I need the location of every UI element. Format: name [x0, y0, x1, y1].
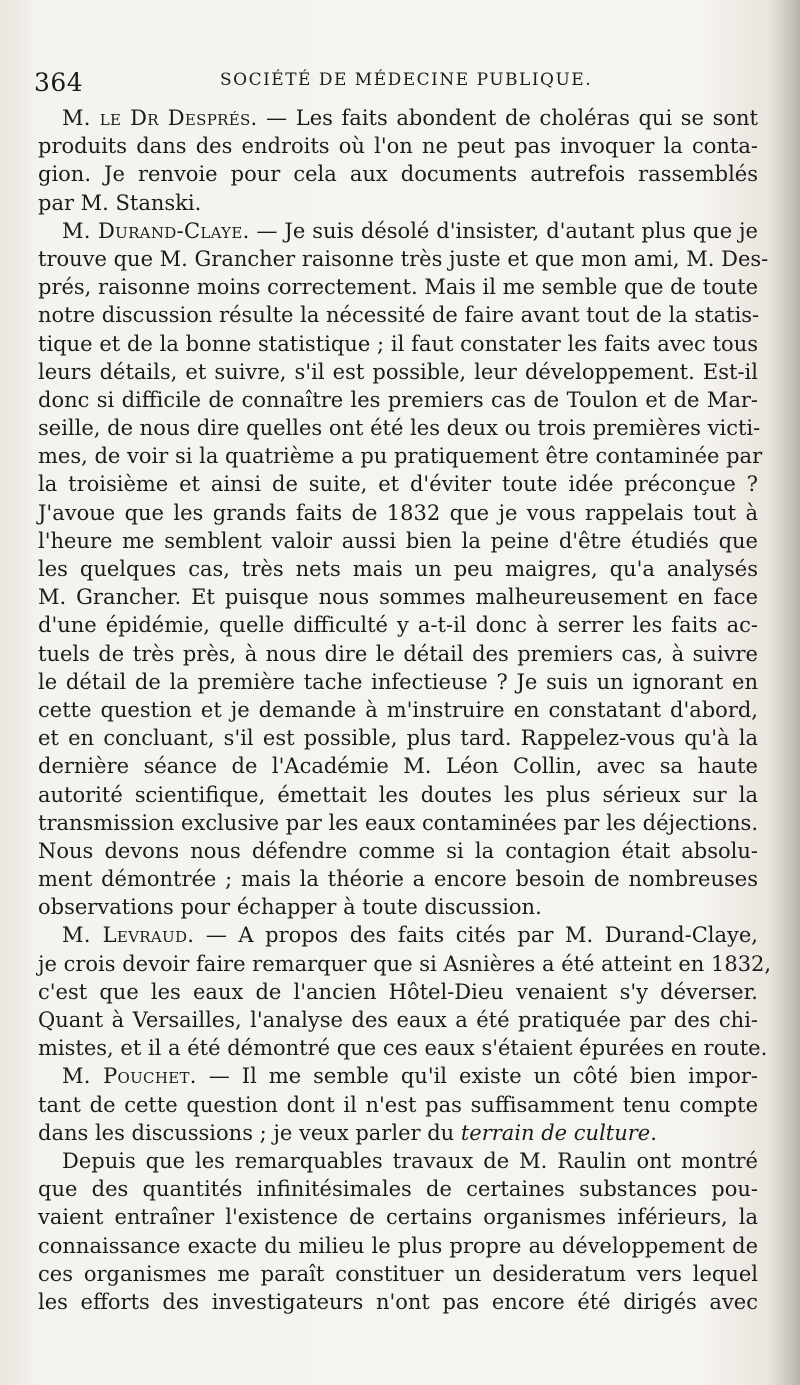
text-segment: le détail de la première tache infectieuse ? Je suis un ignorant en	[38, 669, 758, 694]
text-line	[38, 273, 758, 301]
text-segment: donc si difficile de connaître les premiers cas de Toulon et de Mar-	[38, 387, 758, 412]
text-segment: par M. Stanski.	[38, 190, 202, 215]
text-line	[38, 301, 758, 329]
text-segment: d'une épidémie, quelle difficulté y a-t-il donc à serrer les faits ac-	[38, 613, 758, 638]
text-line	[38, 386, 758, 414]
text-line	[38, 865, 758, 893]
text-line	[38, 950, 772, 978]
text-segment: cette question et je demande à m'instruire en constatant d'abord,	[38, 697, 758, 722]
text-line	[38, 470, 758, 498]
text-line	[38, 1034, 768, 1062]
text-segment: leurs détails, et suivre, s'il est possible, leur développement. Est-il	[38, 359, 758, 384]
text-line	[38, 414, 761, 442]
text-line	[38, 330, 758, 358]
text-segment: mistes, et il a été démontré que ces eaux s'étaient épurées en route.	[38, 1036, 768, 1061]
text-segment: — A propos des faits cités par M. Durand-Claye,	[194, 923, 758, 948]
body-text	[38, 104, 772, 1316]
text-line	[38, 781, 758, 809]
text-segment: connaissance exacte du milieu le plus propre au développement de	[38, 1233, 758, 1258]
text-line	[38, 1203, 758, 1231]
text-segment: dans les discussions ; je veux parler du	[38, 1120, 461, 1145]
text-line	[38, 245, 769, 273]
text-segment: Depuis que les remarquables travaux de M. Raulin ont montré	[62, 1148, 758, 1173]
text-line	[38, 442, 763, 470]
text-line	[38, 921, 758, 949]
text-segment: produits dans des endroits où l'on ne peut pas invoquer la conta-	[38, 134, 758, 159]
text-segment: gion. Je renvoie pour cela aux documents autrefois rassemblés	[38, 162, 758, 187]
text-segment: Nous devons nous défendre comme si la contagion était absolu-	[38, 838, 758, 863]
text-line	[38, 104, 758, 132]
text-segment: M. Grancher. Et puisque nous sommes malheureusement en face	[38, 585, 758, 610]
text-segment: Quant à Versailles, l'analyse des eaux a été pratiquée par des chi-	[38, 1008, 758, 1032]
text-line	[38, 132, 758, 160]
speaker-name: M. le Dr Després.	[62, 106, 258, 130]
text-segment: prés, raisonne moins correctement. Mais il me semble que de toute	[38, 275, 759, 300]
italic-phrase: terrain de culture	[460, 1120, 651, 1145]
text-line	[38, 1062, 758, 1090]
text-segment: mes, de voir si la quatrième a pu pratiquement être contaminée par	[38, 444, 763, 469]
text-line	[38, 696, 758, 724]
text-line	[38, 837, 758, 865]
text-segment: trouve que M. Grancher raisonne très juste et que mon ami, M. Des-	[38, 246, 769, 271]
text-segment: notre discussion résulte la nécessité de faire avant tout de la statis-	[38, 303, 760, 328]
text-segment: ment démontrée ; mais la théorie a encore besoin de nombreuses	[38, 867, 758, 892]
text-segment: transmission exclusive par les eaux contaminées par les déjections.	[38, 810, 759, 835]
speaker-name: M. Pouchet.	[62, 1064, 197, 1089]
text-segment: ces organismes me paraît constituer un desideratum vers lequel	[38, 1261, 758, 1286]
text-line	[38, 1006, 758, 1034]
speaker-name: M. Durand-Claye.	[62, 218, 250, 243]
text-segment: vaient entraîner l'existence de certains organismes inférieurs, la	[38, 1205, 758, 1230]
text-line	[38, 527, 758, 555]
text-line	[38, 1147, 758, 1175]
text-line	[38, 611, 758, 639]
text-segment: observations pour échapper à toute discussion.	[38, 895, 542, 920]
text-segment: l'heure me semblent valoir aussi bien la peine d'être étudiés que	[38, 528, 758, 553]
text-segment: — Les faits abondent de choléras qui se sont	[257, 106, 758, 130]
text-segment: tuels de très près, à nous dire le détail des premiers cas, à suivre	[38, 641, 758, 666]
text-line	[38, 724, 758, 752]
text-segment: les efforts des investigateurs n'ont pas encore été dirigés avec	[38, 1289, 758, 1314]
text-segment: tant de cette question dont il n'est pas suffisamment tenu compte	[38, 1092, 758, 1117]
text-segment: — Il me semble qu'il existe un côté bien impor-	[196, 1064, 758, 1089]
text-segment: J'avoue que les grands faits de 1832 que je vous rappelais tout à	[38, 500, 758, 525]
text-segment: c'est que les eaux de l'ancien Hôtel-Dieu venaient s'y déverser.	[38, 979, 758, 1004]
text-line	[38, 1232, 758, 1260]
text-line	[38, 499, 758, 527]
text-segment: que des quantités infinitésimales de certaines substances pou-	[38, 1177, 758, 1202]
text-segment: dernière séance de l'Académie M. Léon Collin, avec sa haute	[38, 754, 758, 779]
text-line	[38, 189, 758, 217]
speaker-name: M. Levraud.	[62, 923, 195, 948]
text-line	[38, 358, 758, 386]
text-line	[38, 752, 758, 780]
text-segment: je crois devoir faire remarquer que si Asnières a été atteint en 1832,	[38, 951, 772, 976]
text-line	[38, 217, 758, 245]
text-line	[38, 1091, 758, 1119]
text-line	[38, 978, 758, 1006]
text-line	[38, 893, 758, 921]
text-line	[38, 640, 758, 668]
text-line	[38, 1288, 758, 1316]
text-line	[38, 583, 758, 611]
text-line	[38, 1260, 758, 1288]
running-head: SOCIÉTÉ DE MÉDECINE PUBLIQUE.	[220, 70, 593, 90]
text-segment: .	[650, 1120, 657, 1145]
text-line	[38, 555, 758, 583]
page-header	[34, 68, 774, 98]
text-segment: les quelques cas, très nets mais un peu maigres, qu'a analysés	[38, 557, 758, 581]
text-segment: — Je suis désolé d'insister, d'autant plus que je	[249, 218, 758, 243]
text-line	[38, 668, 758, 696]
text-segment: seille, de nous dire quelles ont été les deux ou trois premières victi-	[38, 416, 761, 441]
text-segment: tique et de la bonne statistique ; il faut constater les faits avec tous	[38, 331, 758, 356]
text-segment: et en concluant, s'il est possible, plus tard. Rappelez-vous qu'à la	[38, 726, 758, 751]
text-line	[38, 160, 758, 188]
text-segment: autorité scientifique, émettait les doutes les plus sérieux sur la	[38, 782, 758, 807]
text-line	[38, 1119, 758, 1147]
text-line	[38, 809, 758, 837]
text-segment: la troisième et ainsi de suite, et d'éviter toute idée préconçue ?	[38, 472, 758, 497]
page-number: 364	[34, 68, 84, 97]
text-line	[38, 1175, 758, 1203]
